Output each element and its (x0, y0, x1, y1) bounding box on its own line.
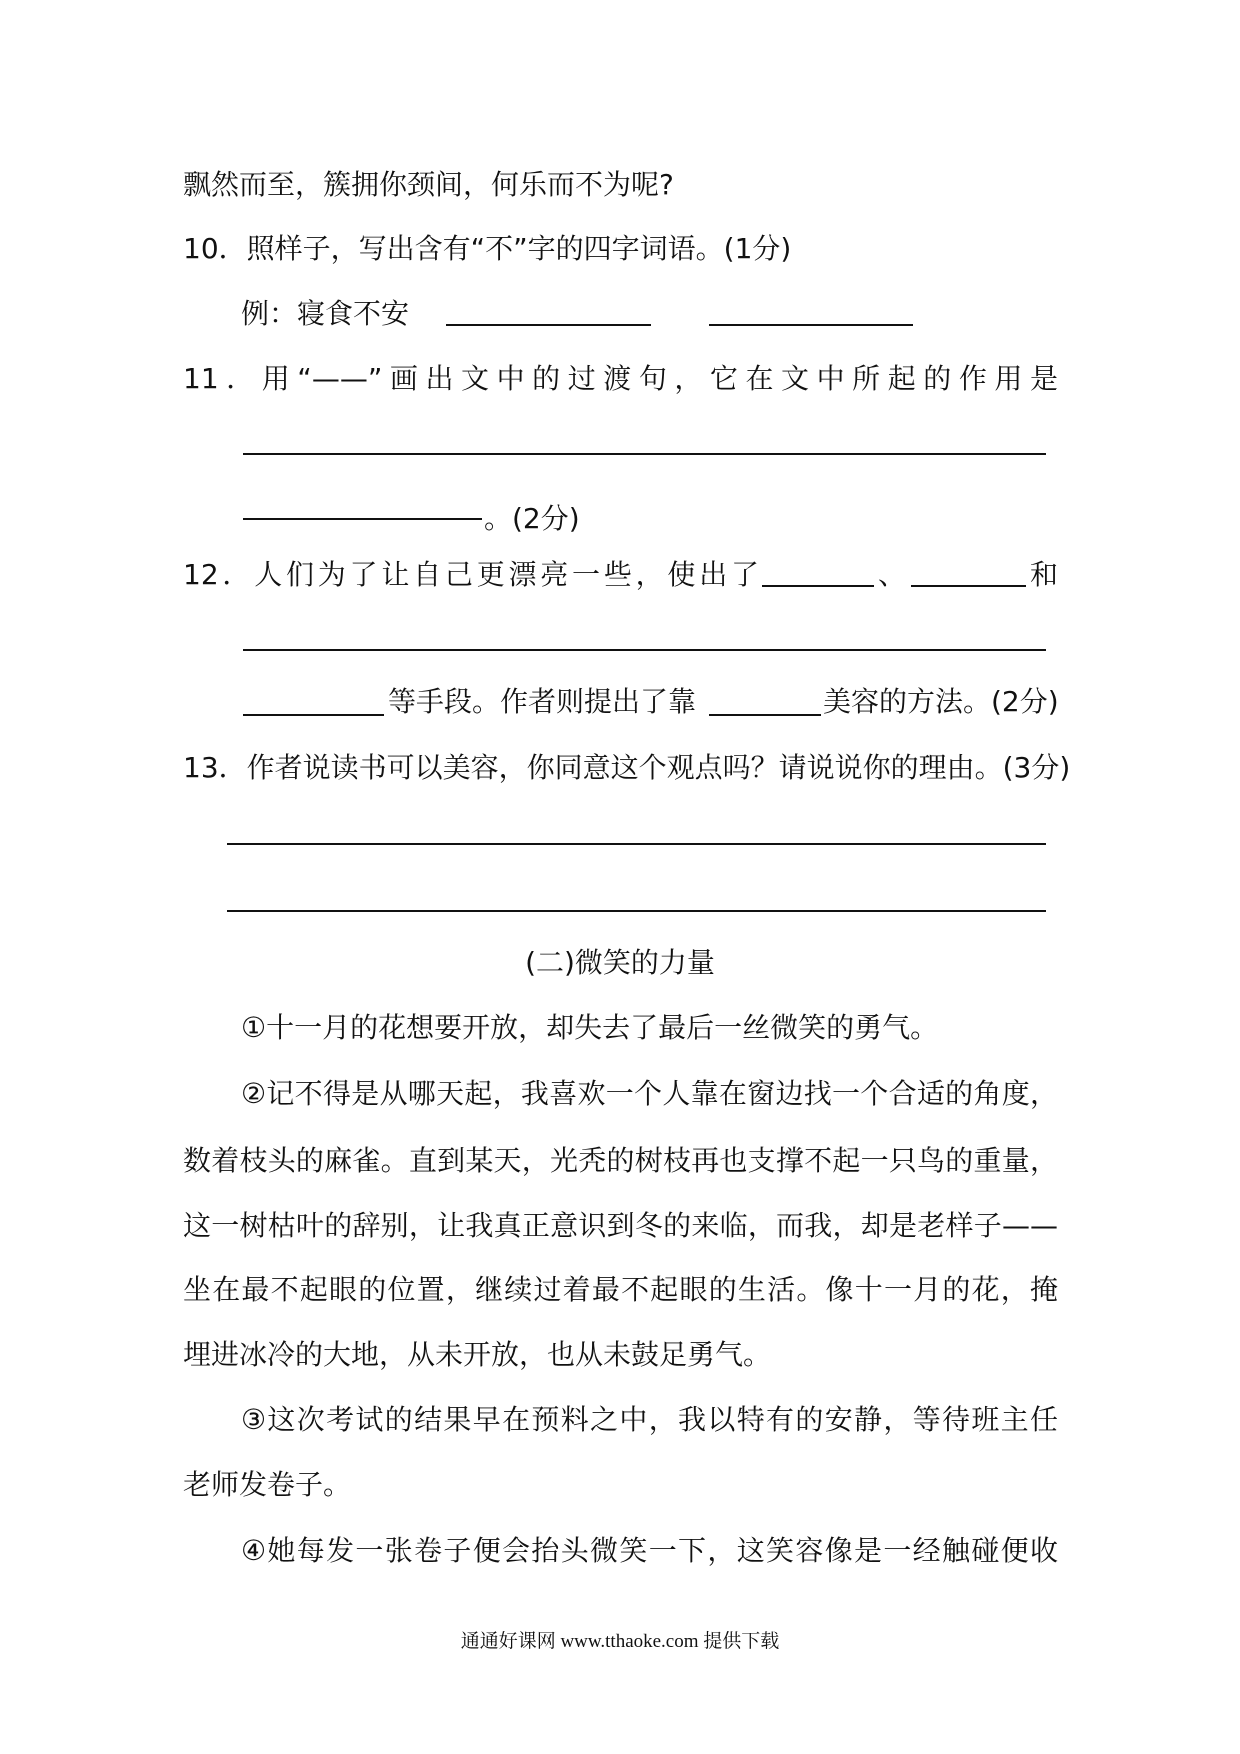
q12-answer-line[interactable] (243, 649, 1046, 651)
q12-middle: 等手段。作者则提出了靠 (388, 685, 697, 718)
passage-title: (二)微笑的力量 (525, 946, 715, 979)
q12-separator: 、 (878, 558, 907, 591)
q12-end: 美容的方法。(2分) (823, 685, 1059, 718)
q10-example: 例：寝食不安 (241, 297, 410, 330)
q11-answer-line-1[interactable] (243, 453, 1046, 455)
q12-blank-4[interactable] (709, 714, 821, 716)
passage-line: 埋进冰冷的大地，从未开放，也从未鼓足勇气。 (183, 1338, 772, 1371)
passage-line: ③这次考试的结果早在预料之中，我以特有的安静，等待班主任 (241, 1403, 1058, 1436)
q12-blank-2[interactable] (911, 585, 1026, 587)
passage-line: 这一树枯叶的辞别，让我真正意识到冬的来临，而我，却是老样子—— (183, 1209, 1058, 1242)
q13-answer-line-1[interactable] (227, 843, 1046, 845)
question-13: 13．作者说读书可以美容，你同意这个观点吗？请说说你的理由。(3分) (183, 751, 1071, 784)
passage-line: ④她每发一张卷子便会抬头微笑一下，这笑容像是一经触碰便收 (241, 1534, 1058, 1567)
passage-line: ②记不得是从哪天起，我喜欢一个人靠在窗边找一个合适的角度， (241, 1077, 1058, 1110)
question-10: 10．照样子，写出含有“不”字的四字词语。(1分) (183, 232, 792, 265)
q10-answer-blank-1[interactable] (446, 324, 651, 326)
q11-answer-line-2[interactable] (243, 518, 482, 520)
intro-line: 飘然而至，簇拥你颈间，何乐而不为呢? (183, 168, 674, 201)
footer-watermark: 通通好课网 www.tthaoke.com 提供下载 (460, 1631, 780, 1652)
passage-line: ①十一月的花想要开放，却失去了最后一丝微笑的勇气。 (241, 1011, 939, 1044)
passage-line: 数着枝头的麻雀。直到某天，光秃的树枝再也支撑不起一只鸟的重量， (183, 1144, 1058, 1177)
question-11: 11．用“——”画出文中的过渡句，它在文中所起的作用是 (183, 362, 1058, 395)
q12-blank-1[interactable] (762, 585, 874, 587)
q10-answer-blank-2[interactable] (709, 324, 913, 326)
q12-blank-3[interactable] (243, 714, 384, 716)
q11-points: 。(2分) (484, 502, 580, 535)
q12-and: 和 (1030, 558, 1059, 591)
passage-line: 坐在最不起眼的位置，继续过着最不起眼的生活。像十一月的花，掩 (183, 1273, 1058, 1306)
question-12: 12．人们为了让自己更漂亮一些，使出了 (183, 558, 759, 591)
q13-answer-line-2[interactable] (227, 910, 1046, 912)
passage-line: 老师发卷子。 (183, 1468, 352, 1501)
